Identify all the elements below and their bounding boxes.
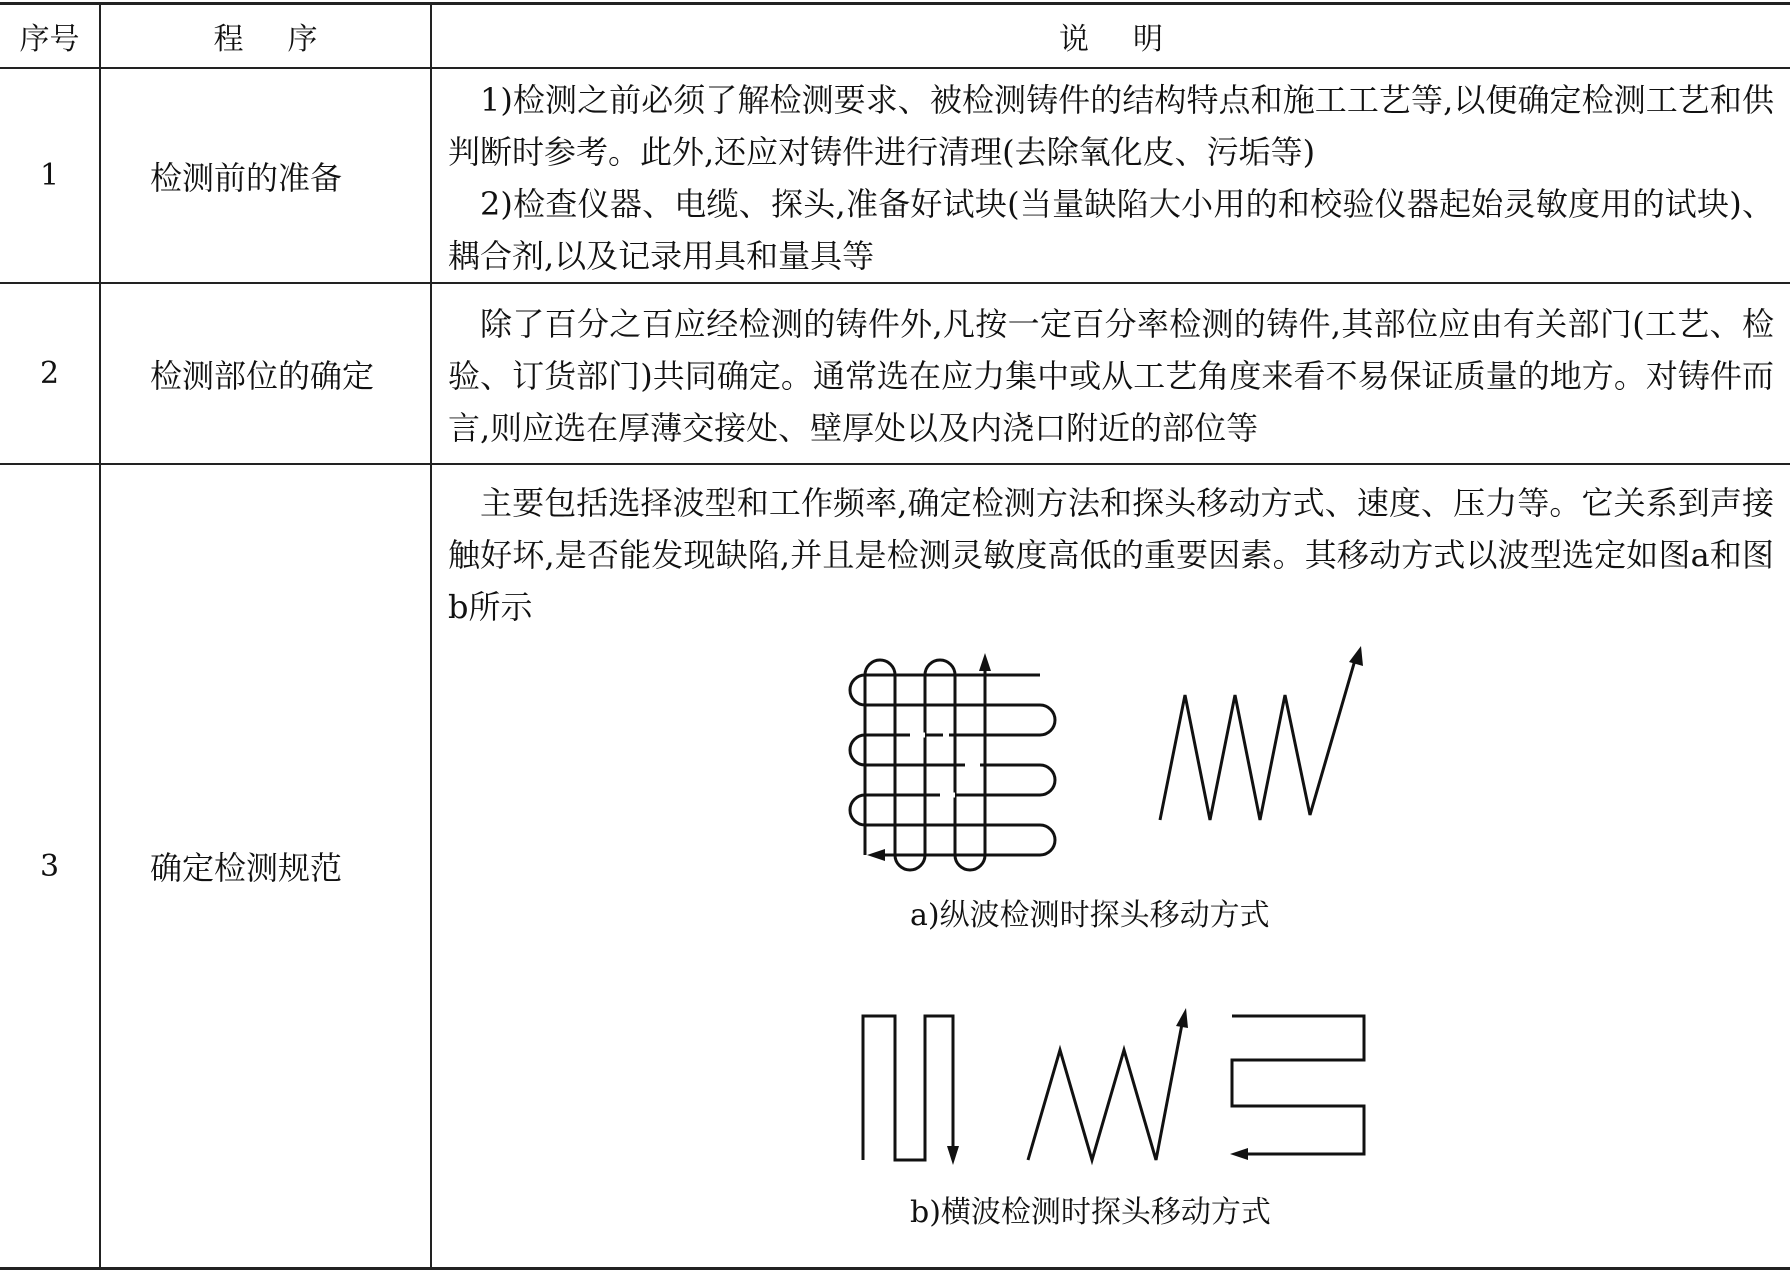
header-procedure: 程序 (213, 21, 362, 57)
row-1-description-para-2: 2)检查仪器、电缆、探头,准备好试块(当量缺陷大小用的和校验仪器起始灵敏度用的试块)、耦合剂,以及记录用具和量具等 (448, 185, 1774, 275)
table-bottom-border (0, 1267, 1790, 1270)
row-1-index: 1 (39, 158, 60, 193)
figure-a-caption: a)纵波检测时探头移动方式 (910, 898, 1270, 933)
column-divider-2 (430, 4, 432, 1268)
header-description: 说明 (1059, 21, 1207, 57)
header-index: 序号 (19, 21, 80, 57)
figure-a-zigzag-scan-diagram (1155, 650, 1375, 830)
row-2-description-para-1: 除了百分之百应经检测的铸件外,凡按一定百分率检测的铸件,其部位应由有关部门(工艺、检验、订货部门)共同确定。通常选在应力集中或从工艺角度来看不易保证质量的地方。对铸件而言,则应选在厚薄交接处、壁厚处以及内浇口附近的部位等 (448, 305, 1774, 447)
figure-a-grid-scan-diagram (845, 655, 1065, 865)
row-1-description-para-1: 1)检测之前必须了解检测要求、被检测铸件的结构特点和施工工艺等,以便确定检测工艺和供判断时参考。此外,还应对铸件进行清理(去除氧化皮、污垢等) (448, 81, 1774, 171)
row-1-procedure: 检测前的准备 (150, 158, 343, 197)
row-1-description (448, 74, 1774, 282)
row-2-description (448, 298, 1774, 454)
row-3-index: 3 (39, 848, 60, 884)
row-3-description-para-1: 主要包括选择波型和工作频率,确定检测方法和探头移动方式、速度、压力等。它关系到声接触好坏,是否能发现缺陷,并且是检测灵敏度高低的重要因素。其移动方式以波型选定如图a和图b所示 (448, 484, 1774, 626)
figure-b-zigzag-scan-diagram (1020, 1010, 1200, 1170)
figure-b-meander-scan-diagram (1220, 1010, 1370, 1170)
figure-b-square-wave-scan-diagram (855, 1010, 965, 1170)
row-3-procedure: 确定检测规范 (150, 849, 343, 887)
row-2-index: 2 (39, 356, 60, 391)
row-3-description (448, 477, 1774, 633)
row-2-procedure: 检测部位的确定 (150, 356, 375, 395)
figure-b-caption: b)横波检测时探头移动方式 (910, 1195, 1271, 1230)
